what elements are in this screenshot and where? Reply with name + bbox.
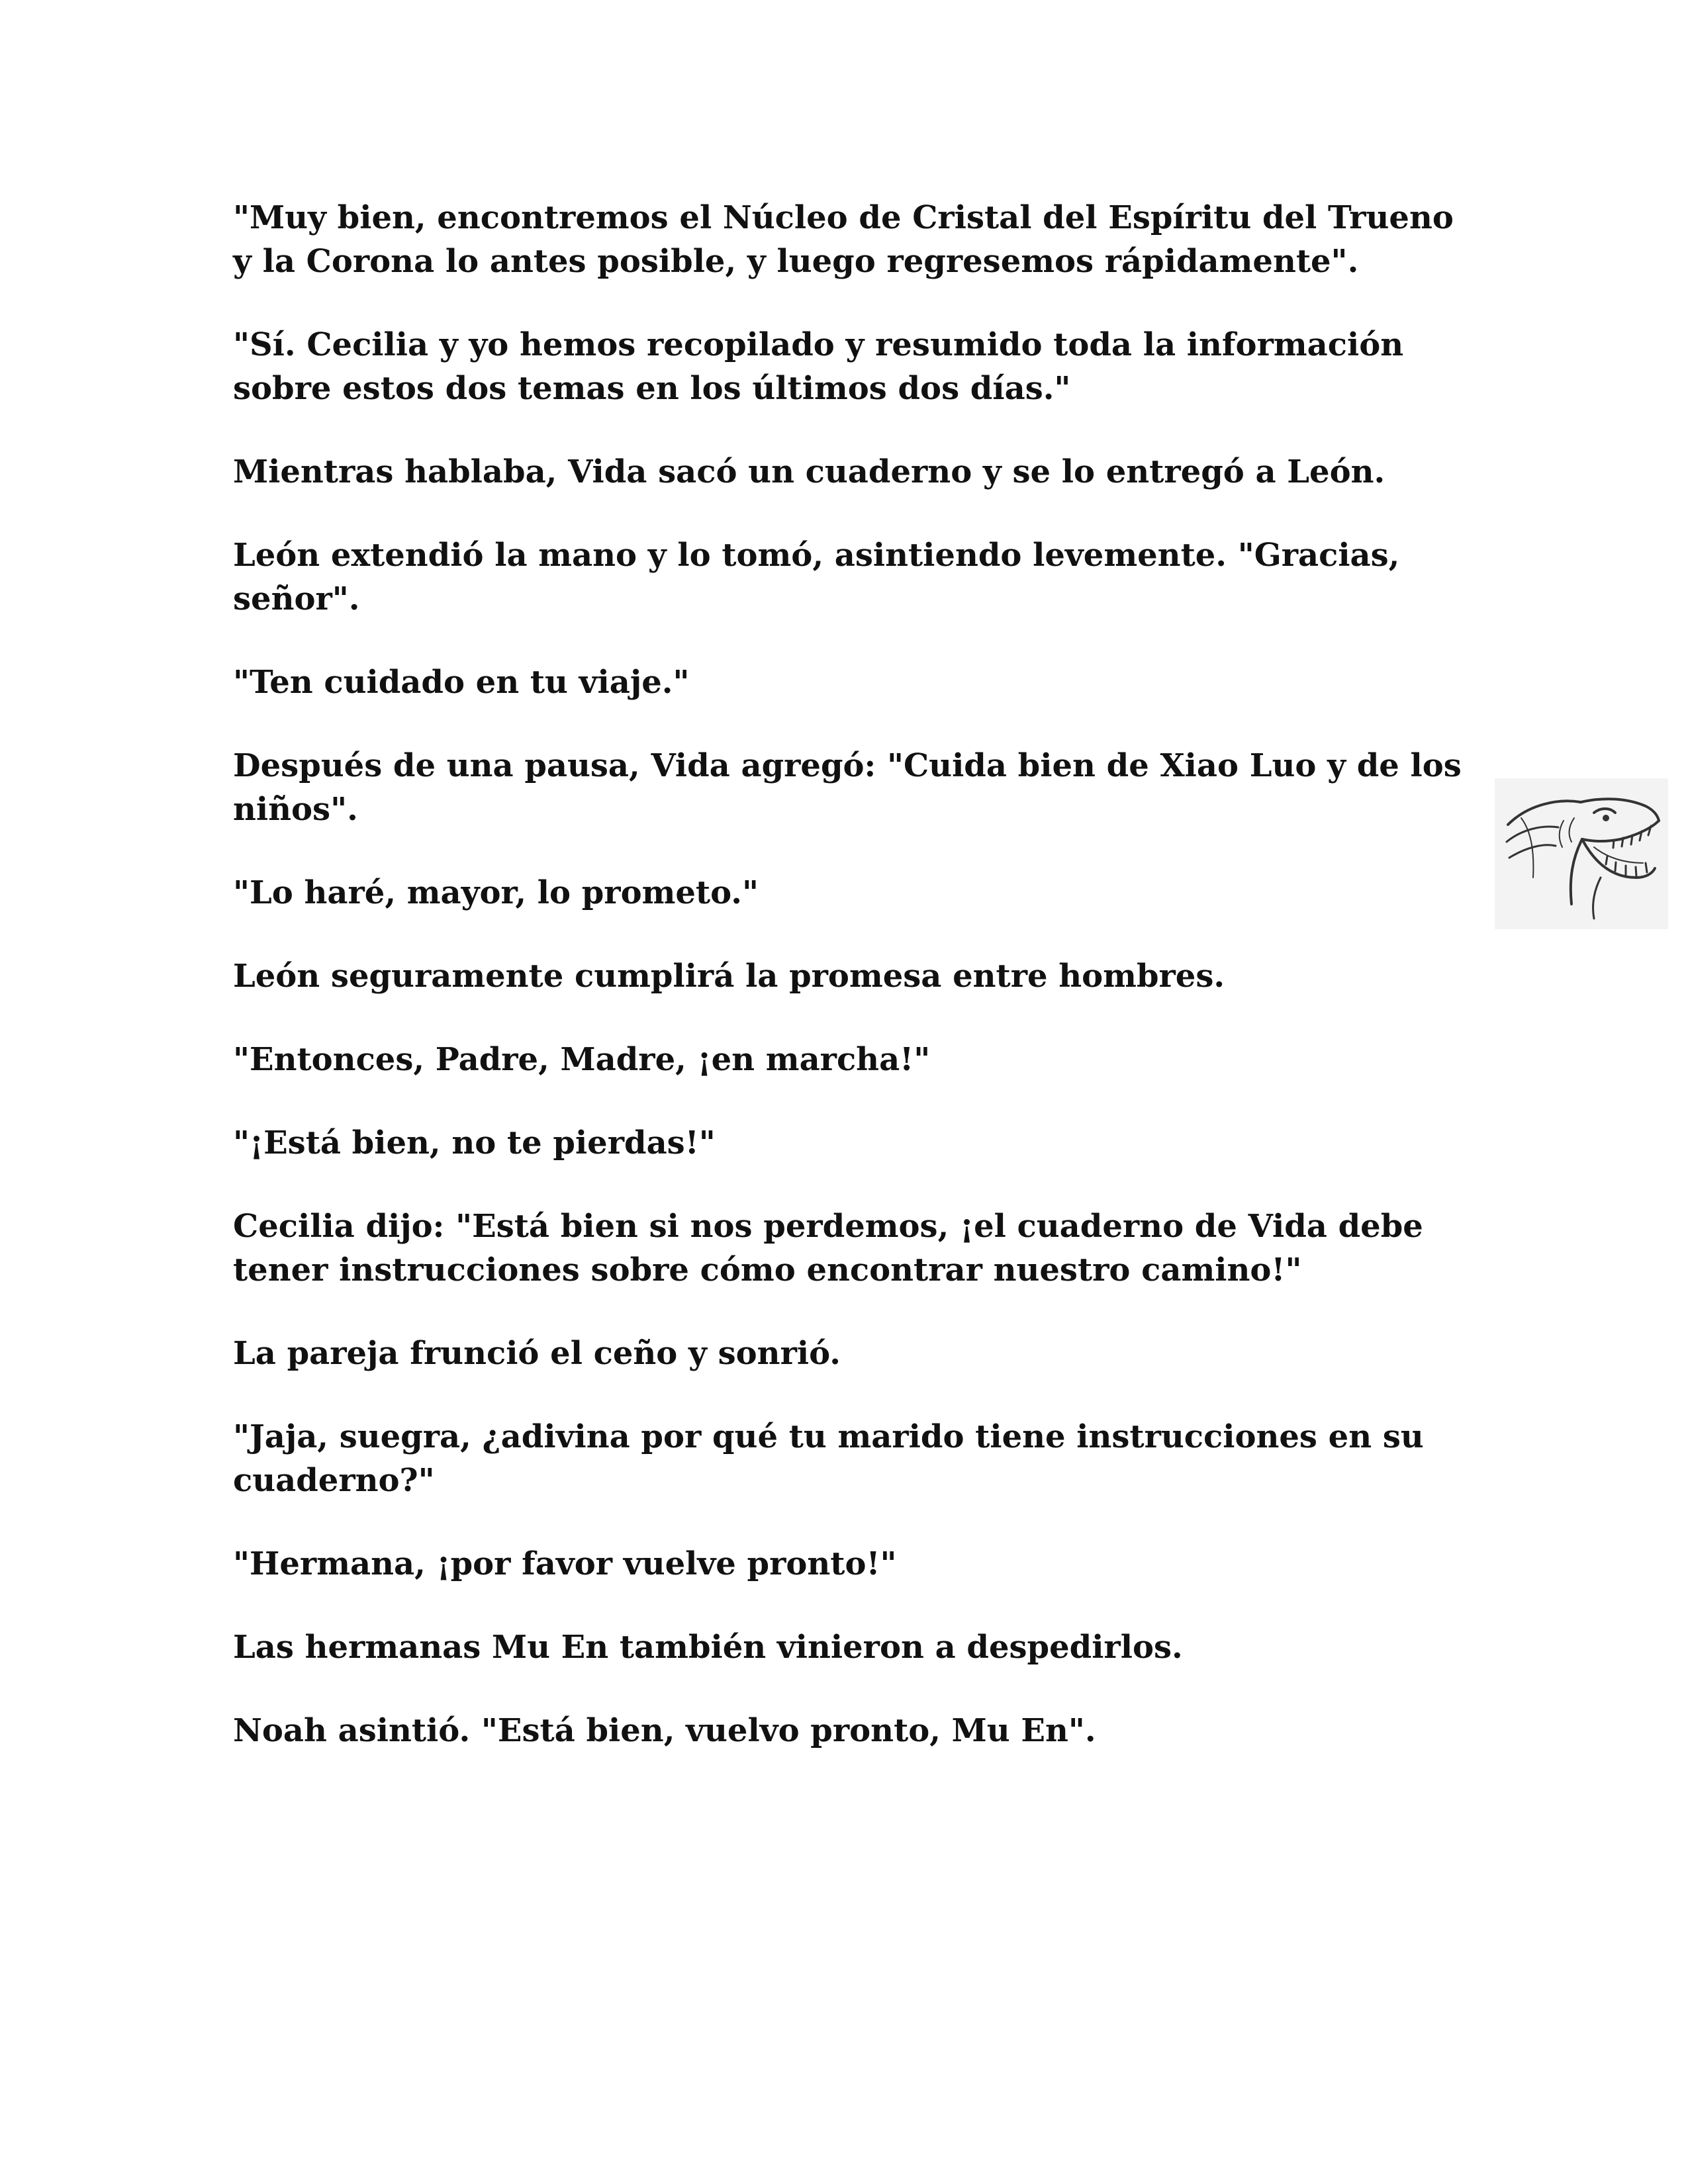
- paragraph: "Lo haré, mayor, lo prometo.": [233, 874, 759, 911]
- paragraph: "Ten cuidado en tu viaje.": [233, 664, 690, 701]
- paragraph: Cecilia dijo: "Está bien si nos perdemos, ¡el cuaderno de Vida debe tener instrucciones sobre cómo encontrar nuestro camino!": [233, 1208, 1423, 1289]
- story-text: [233, 196, 1464, 1792]
- paragraph: Después de una pausa, Vida agregó: "Cuida bien de Xiao Luo y de los niños".: [233, 747, 1462, 828]
- paragraph: "Entonces, Padre, Madre, ¡en marcha!": [233, 1041, 931, 1078]
- paragraph: León seguramente cumplirá la promesa entre hombres.: [233, 958, 1225, 995]
- dinosaur-head-sketch-icon: [1495, 778, 1668, 929]
- paragraph: "Sí. Cecilia y yo hemos recopilado y resumido toda la información sobre estos dos temas en los últimos dos días.": [233, 326, 1404, 407]
- paragraph: La pareja frunció el ceño y sonrió.: [233, 1335, 841, 1372]
- paragraph: Noah asintió. "Está bien, vuelvo pronto, Mu En".: [233, 1712, 1096, 1749]
- paragraph: "¡Está bien, no te pierdas!": [233, 1124, 716, 1161]
- paragraph: "Jaja, suegra, ¿adivina por qué tu marido tiene instrucciones en su cuaderno?": [233, 1418, 1424, 1499]
- paragraph: Las hermanas Mu En también vinieron a despedirlos.: [233, 1629, 1183, 1666]
- paragraph: "Hermana, ¡por favor vuelve pronto!": [233, 1545, 897, 1582]
- paragraph: "Muy bien, encontremos el Núcleo de Cristal del Espíritu del Trueno y la Corona lo antes posible, y luego regresemos rápidamente".: [233, 199, 1454, 280]
- paragraph: Mientras hablaba, Vida sacó un cuaderno y se lo entregó a León.: [233, 453, 1385, 490]
- paragraph: León extendió la mano y lo tomó, asintiendo levemente. "Gracias, señor".: [233, 537, 1400, 617]
